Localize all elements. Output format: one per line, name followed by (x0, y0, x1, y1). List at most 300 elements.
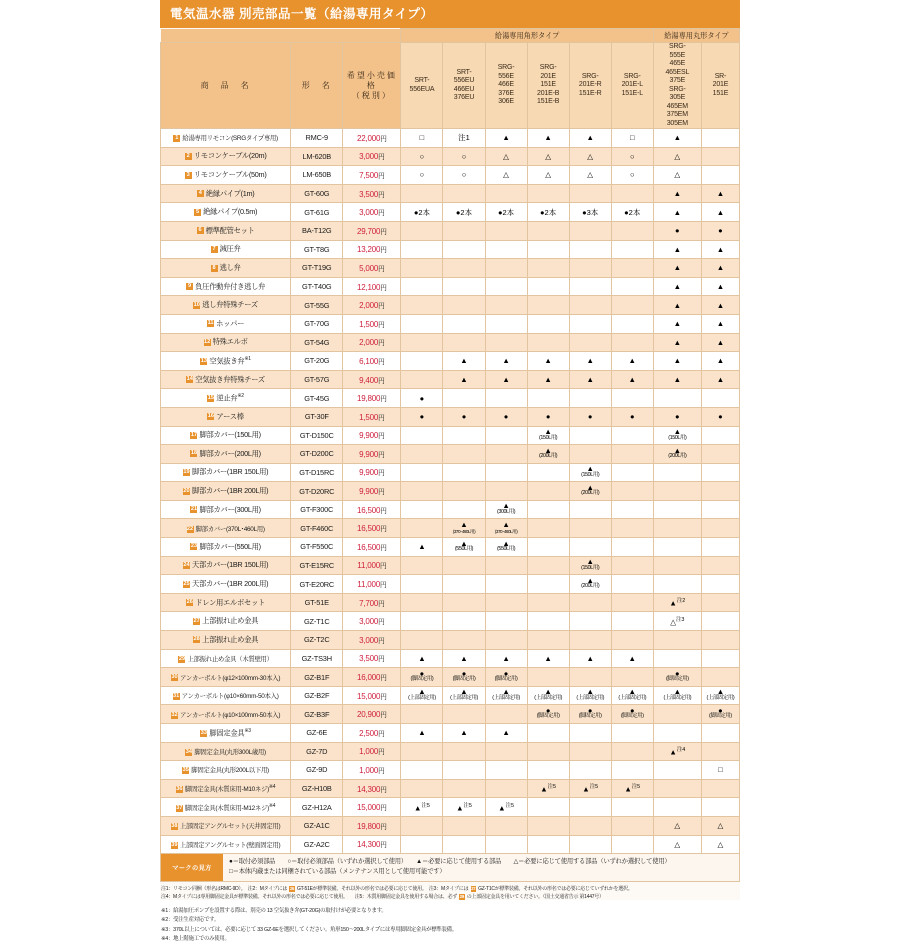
mark-cell-c5: ○ (611, 147, 653, 166)
footnote-chu-line2: 注4：Mタイプには専用脚固定金具が標準装備。それ以外の形名では必要に応じて使用。 注5：木質用脚固定金具を使用する場合は、必ず 29 の上部固定金具を用いてください。（国土交通省告示 第1447号） (161, 894, 604, 901)
row-index-badge: 18 (190, 450, 198, 457)
mark-cell-c3 (527, 500, 569, 519)
mark-cell-c3 (527, 575, 569, 594)
mark-cell-c1 (443, 705, 485, 724)
mark-cell-c5 (611, 742, 653, 761)
mark-cell-c2 (485, 705, 527, 724)
mark-cell-c1: ▲ (443, 724, 485, 743)
parts-table-body (161, 129, 740, 854)
row-model-code: GT-T8G (291, 240, 343, 259)
row-model-code: GZ-T1C (291, 612, 343, 631)
mark-cell-c5: ▲ (611, 649, 653, 668)
row-model-code: GT-54G (291, 333, 343, 352)
mark-cell-c1: ▲ (370･460L用) (443, 519, 485, 538)
mark-cell-c3: ▲ (527, 649, 569, 668)
table-row (161, 649, 740, 668)
row-model-code: GZ-6E (291, 724, 343, 743)
legend-tag: マークの見方 (161, 854, 223, 881)
mark-cell-c3 (527, 184, 569, 203)
row-price: 29,700円 (343, 221, 401, 240)
row-price: 22,000円 (343, 129, 401, 148)
mark-cell-c2: ▲ (485, 724, 527, 743)
row-index-badge: 31 (173, 692, 180, 699)
mark-cell-c3: ▲$^{注5}$ (527, 779, 569, 798)
mark-cell-c0: ● (401, 389, 443, 408)
mark-cell-c0 (401, 482, 443, 501)
mark-cell-c7 (701, 166, 739, 185)
mark-cell-c0 (401, 259, 443, 278)
mark-cell-c5 (611, 816, 653, 835)
row-index-badge: 6 (198, 227, 202, 234)
mark-cell-c5 (611, 631, 653, 650)
mark-cell-c6: ▲ (653, 352, 701, 371)
mark-cell-c4: ●3本 (569, 203, 611, 222)
mark-cell-c2 (485, 296, 527, 315)
legend-line-1: ●＝取付必須部品 ○＝取付必須部品（いずれか選択して使用） ▲＝必要に応じて使用する部品 △＝必要に応じて使用する部品（いずれか選択して使用） (229, 858, 671, 866)
row-product-name: 18 脚部カバー(200L用) (161, 445, 291, 464)
mark-cell-c2 (485, 426, 527, 445)
mark-cell-c6: ● (653, 221, 701, 240)
mark-cell-c5 (611, 612, 653, 631)
mark-cell-c1: ▲$^{注5}$ (443, 798, 485, 817)
mark-cell-c2 (485, 816, 527, 835)
table-row (161, 426, 740, 445)
mark-cell-c2: ▲ (485, 370, 527, 389)
row-price: 2,000円 (343, 296, 401, 315)
mark-cell-c0 (401, 835, 443, 854)
mark-cell-c6: △ (653, 835, 701, 854)
mark-cell-c6: ▲ (上部固定用) (653, 686, 701, 705)
mark-cell-c1 (443, 816, 485, 835)
mark-cell-c4 (569, 798, 611, 817)
mark-cell-c7: △ (701, 835, 739, 854)
mark-cell-c2 (485, 463, 527, 482)
row-price: 3,000円 (343, 147, 401, 166)
mark-cell-c6 (653, 519, 701, 538)
row-index-badge: 15 (207, 394, 215, 401)
row-product-name: 20 脚部カバー(1BR 200L用) (161, 482, 291, 501)
table-row (161, 500, 740, 519)
row-product-name: 5 絶縁パイプ(0.5m) (161, 203, 291, 222)
mark-cell-c6: ▲ (653, 296, 701, 315)
row-price: 5,000円 (343, 259, 401, 278)
row-model-code: LM-650B (291, 166, 343, 185)
row-index-badge: 3 (186, 171, 190, 178)
row-product-name: 27 上部振れ止め金具 (161, 612, 291, 631)
row-price: 14,300円 (343, 835, 401, 854)
mark-cell-c2 (485, 593, 527, 612)
mark-cell-c7: ▲ (701, 240, 739, 259)
mark-cell-c4 (569, 259, 611, 278)
row-price: 19,800円 (343, 389, 401, 408)
mark-cell-c0: ▲ (上部固定用) (401, 686, 443, 705)
mark-cell-c1 (443, 426, 485, 445)
row-price: 9,900円 (343, 463, 401, 482)
row-index-badge: 11 (207, 320, 214, 327)
table-row (161, 668, 740, 687)
mark-cell-c3: ●2本 (527, 203, 569, 222)
col-header-price (343, 43, 401, 129)
mark-cell-c0 (401, 705, 443, 724)
mark-cell-c1 (443, 575, 485, 594)
row-index-badge: 39 (171, 841, 178, 848)
row-index-badge: 19 (183, 469, 190, 476)
row-model-code: GT-T19G (291, 259, 343, 278)
mark-cell-c7: ▲ (701, 184, 739, 203)
mark-cell-c2: ▲ (300L用) (485, 500, 527, 519)
mark-cell-c3 (527, 296, 569, 315)
mark-cell-c3: ▲ (上部固定用) (527, 686, 569, 705)
model-col-7: SR- 201E 151E (701, 43, 739, 129)
table-row (161, 835, 740, 854)
mark-cell-c1 (443, 761, 485, 780)
row-model-code: GT-D15RC (291, 463, 343, 482)
mark-cell-c3 (527, 221, 569, 240)
mark-cell-c3: ▲ (527, 352, 569, 371)
mark-cell-c4: △ (569, 147, 611, 166)
mark-cell-c4 (569, 333, 611, 352)
mark-cell-c4: ▲$^{注5}$ (569, 779, 611, 798)
mark-cell-c4: ▲ (200L用) (569, 482, 611, 501)
row-price: 3,500円 (343, 184, 401, 203)
row-price: 9,900円 (343, 482, 401, 501)
mark-cell-c4: ▲ (200L用) (569, 575, 611, 594)
row-model-code: GZ-9D (291, 761, 343, 780)
row-price: 1,000円 (343, 761, 401, 780)
mark-cell-c1 (443, 742, 485, 761)
mark-cell-c7 (701, 631, 739, 650)
mark-cell-c1: ▲ (443, 352, 485, 371)
mark-cell-c7 (701, 779, 739, 798)
row-product-name: 17 脚部カバー(150L用) (161, 426, 291, 445)
row-price: 9,900円 (343, 426, 401, 445)
mark-cell-c0: ○ (401, 147, 443, 166)
row-index-badge: 25 (183, 580, 190, 587)
model-col-0: SRT- 556EUA (401, 43, 443, 129)
row-price: 19,800円 (343, 816, 401, 835)
model-col-1: SRT- 556EU 466EU 376EU (443, 43, 485, 129)
row-product-name: 6 標準配管セット (161, 221, 291, 240)
mark-cell-c5 (611, 314, 653, 333)
row-price: 1,500円 (343, 314, 401, 333)
mark-cell-c7 (701, 389, 739, 408)
row-index-badge: 33 (200, 729, 208, 736)
mark-cell-c4 (569, 612, 611, 631)
mark-cell-c7 (701, 575, 739, 594)
mark-cell-c3: △ (527, 166, 569, 185)
table-row (161, 575, 740, 594)
mark-cell-c6 (653, 798, 701, 817)
mark-cell-c3 (527, 724, 569, 743)
table-row (161, 445, 740, 464)
model-col-4: SRG- 201E-R 151E-R (569, 43, 611, 129)
mark-cell-c2 (485, 259, 527, 278)
mark-cell-c2: ▲ (485, 649, 527, 668)
row-model-code: GT-D20RC (291, 482, 343, 501)
mark-cell-c2: ▲ (550L用) (485, 538, 527, 557)
row-index-badge: 2 (186, 152, 190, 159)
row-model-code: GZ-H12A (291, 798, 343, 817)
mark-cell-c4 (569, 668, 611, 687)
table-row (161, 352, 740, 371)
mark-cell-c1 (443, 500, 485, 519)
mark-cell-c7 (701, 724, 739, 743)
mark-cell-c4 (569, 240, 611, 259)
row-index-badge: 16 (207, 413, 214, 420)
mark-cell-c2: ▲ (370･460L用) (485, 519, 527, 538)
mark-cell-c1 (443, 277, 485, 296)
mark-cell-c2 (485, 631, 527, 650)
mark-cell-c7: ▲ (701, 333, 739, 352)
row-index-badge: 7 (212, 245, 216, 252)
row-price: 3,000円 (343, 612, 401, 631)
row-model-code: GT-20G (291, 352, 343, 371)
footnote-chu-line1: 注1：リモコン同梱（形名はRMC-9D）。 注2：Mタイプには 26 GT-51Eが標準装備。それ以外の形名では必要に応じて使用。 注3：Mタイプには 27 GZ-T1Cが標準装備。それ以外の形名では必要に応じていずれかを選択。 (161, 886, 633, 893)
mark-cell-c4 (569, 835, 611, 854)
mark-cell-c5 (611, 445, 653, 464)
mark-cell-c0 (401, 816, 443, 835)
row-price: 16,500円 (343, 519, 401, 538)
mark-cell-c2: ● (脚固定用) (485, 668, 527, 687)
row-model-code: LM-620B (291, 147, 343, 166)
table-row (161, 593, 740, 612)
mark-cell-c2 (485, 742, 527, 761)
row-product-name: 2 リモコンケーブル(20m) (161, 147, 291, 166)
mark-cell-c0 (401, 352, 443, 371)
mark-cell-c3: ▲ (200L用) (527, 445, 569, 464)
table-row (161, 798, 740, 817)
row-index-badge: 32 (171, 711, 178, 718)
table-row (161, 556, 740, 575)
mark-cell-c6: ▲ (653, 184, 701, 203)
mark-cell-c4 (569, 426, 611, 445)
mark-cell-c3 (527, 389, 569, 408)
row-index-badge: 22 (186, 525, 194, 532)
mark-cell-c5 (611, 835, 653, 854)
row-price: 15,000円 (343, 798, 401, 817)
row-product-name: 15 逆止弁$^{※2}$ (161, 389, 291, 408)
mark-cell-c3 (527, 556, 569, 575)
mark-cell-c6: ▲ (653, 277, 701, 296)
mark-cell-c3 (527, 835, 569, 854)
mark-cell-c4 (569, 314, 611, 333)
mark-cell-c4 (569, 538, 611, 557)
mark-cell-c5 (611, 500, 653, 519)
mark-cell-c1: ● (443, 407, 485, 426)
row-index-badge: 9 (188, 283, 192, 290)
mark-cell-c7: ● (脚固定用) (701, 705, 739, 724)
mark-cell-c6: ▲ (200L用) (653, 445, 701, 464)
mark-cell-c7 (701, 538, 739, 557)
mark-cell-c7: ● (701, 407, 739, 426)
table-row (161, 538, 740, 557)
row-model-code: GT-70G (291, 314, 343, 333)
row-product-name: 23 脚部カバー(550L用) (161, 538, 291, 557)
mark-cell-c0: ▲ (401, 538, 443, 557)
mark-cell-c6 (653, 538, 701, 557)
mark-cell-c6 (653, 779, 701, 798)
mark-cell-c6 (653, 389, 701, 408)
row-price: 9,900円 (343, 445, 401, 464)
price-label-line1: 希望小売価格 (346, 70, 397, 90)
mark-cell-c0 (401, 277, 443, 296)
mark-cell-c3 (527, 463, 569, 482)
row-price: 3,000円 (343, 203, 401, 222)
mark-cell-c4 (569, 277, 611, 296)
row-index-badge: 13 (200, 357, 208, 364)
mark-cell-c0 (401, 742, 443, 761)
row-product-name: 11 ホッパー (161, 314, 291, 333)
mark-cell-c7 (701, 426, 739, 445)
row-model-code: GZ-H10B (291, 779, 343, 798)
mark-cell-c7: ▲ (701, 314, 739, 333)
mark-cell-c4: ▲ (上部固定用) (569, 686, 611, 705)
footnote-kome-3: ※3：370L以上については、必要に応じて 33 GZ-6Eを選択してください。角形150～200Lタイプには専用脚固定金具が標準装備。 (161, 926, 457, 933)
mark-cell-c2 (485, 779, 527, 798)
mark-cell-c2: △ (485, 166, 527, 185)
mark-cell-c3 (527, 742, 569, 761)
row-index-badge: 38 (171, 823, 178, 830)
group-square-label: 給湯専用角形タイプ (401, 29, 653, 43)
table-row (161, 631, 740, 650)
row-price: 7,500円 (343, 166, 401, 185)
mark-cell-c1 (443, 445, 485, 464)
mark-cell-c2 (485, 240, 527, 259)
row-price: 20,900円 (343, 705, 401, 724)
table-row (161, 705, 740, 724)
mark-cell-c0: □ (401, 129, 443, 148)
mark-cell-c1 (443, 296, 485, 315)
table-row (161, 203, 740, 222)
mark-cell-c6: ▲ (653, 333, 701, 352)
mark-cell-c2 (485, 184, 527, 203)
mark-cell-c0 (401, 445, 443, 464)
table-row (161, 724, 740, 743)
mark-cell-c3: ● (脚固定用) (527, 705, 569, 724)
mark-cell-c7 (701, 482, 739, 501)
row-product-name: 37 脚固定金具(木質床用-M12ネジ)$^{※4}$ (161, 798, 291, 817)
mark-cell-c5: ▲$^{注5}$ (611, 779, 653, 798)
mark-cell-c5 (611, 296, 653, 315)
row-product-name: 25 天部カバー(1BR 200L用) (161, 575, 291, 594)
mark-cell-c4: ● (脚固定用) (569, 705, 611, 724)
footnotes-chu (160, 882, 740, 901)
mark-cell-c0: ▲ (401, 724, 443, 743)
mark-cell-c7 (701, 129, 739, 148)
mark-cell-c0 (401, 240, 443, 259)
row-product-name: 38 上部固定アングルセット(天井固定用) (161, 816, 291, 835)
mark-cell-c2 (485, 333, 527, 352)
mark-cell-c5 (611, 240, 653, 259)
row-model-code: GZ-A1C (291, 816, 343, 835)
mark-cell-c2 (485, 556, 527, 575)
legend-body (223, 854, 739, 881)
row-price: 9,400円 (343, 370, 401, 389)
row-product-name: 28 上部振れ止め金具 (161, 631, 291, 650)
parts-table (160, 28, 740, 854)
row-price: 3,000円 (343, 631, 401, 650)
mark-cell-c5 (611, 538, 653, 557)
mark-cell-c4 (569, 631, 611, 650)
mark-cell-c7 (701, 612, 739, 631)
row-price: 1,000円 (343, 742, 401, 761)
mark-cell-c6: ▲ (653, 240, 701, 259)
mark-cell-c1: 注1 (443, 129, 485, 148)
mark-cell-c1 (443, 631, 485, 650)
mark-cell-c7 (701, 500, 739, 519)
header-model-row (161, 43, 740, 129)
mark-cell-c6: ▲ (653, 129, 701, 148)
mark-cell-c1: ▲ (443, 649, 485, 668)
table-row (161, 612, 740, 631)
mark-cell-c0 (401, 333, 443, 352)
table-row (161, 259, 740, 278)
mark-cell-c3 (527, 631, 569, 650)
mark-cell-c7: ▲ (701, 277, 739, 296)
row-product-name: 1 給湯専用リモコン(SRGタイプ専用) (161, 129, 291, 148)
row-price: 11,000円 (343, 575, 401, 594)
mark-cell-c3 (527, 314, 569, 333)
mark-cell-c7 (701, 798, 739, 817)
mark-cell-c7 (701, 147, 739, 166)
mark-cell-c3 (527, 612, 569, 631)
footnote-kome-1: ※1：給湯加圧ポンプを設置する際は、別売の 13 空気抜き弁(GT-20G)の取付けが必要となります。 (161, 907, 387, 914)
row-model-code: GT-60G (291, 184, 343, 203)
mark-cell-c1: ○ (443, 147, 485, 166)
row-product-name: 29 上部振れ止め金具（木質壁用） (161, 649, 291, 668)
mark-cell-c6: ● (653, 407, 701, 426)
model-col-6: SRG- 555E 465E 465ESL 375E SRG- 305E 465EM 375EM 305EM (653, 43, 701, 129)
mark-cell-c4: ▲ (569, 370, 611, 389)
mark-cell-c2 (485, 575, 527, 594)
mark-cell-c2: ▲ (485, 352, 527, 371)
mark-cell-c4 (569, 296, 611, 315)
mark-cell-c6: ▲ (150L用) (653, 426, 701, 445)
table-row (161, 389, 740, 408)
mark-cell-c3 (527, 668, 569, 687)
mark-cell-c0 (401, 779, 443, 798)
row-index-badge: 20 (183, 487, 190, 494)
mark-cell-c2: △ (485, 147, 527, 166)
mark-cell-c6 (653, 761, 701, 780)
row-model-code: RMC-9 (291, 129, 343, 148)
mark-cell-c7 (701, 742, 739, 761)
row-product-name: 3 リモコンケーブル(50m) (161, 166, 291, 185)
row-price: 3,500円 (343, 649, 401, 668)
mark-cell-c0 (401, 761, 443, 780)
row-product-name: 35 脚固定金具(丸形200L以下用) (161, 761, 291, 780)
mark-cell-c0 (401, 556, 443, 575)
mark-cell-c0 (401, 593, 443, 612)
mark-cell-c5 (611, 519, 653, 538)
row-product-name: 21 脚部カバー(300L用) (161, 500, 291, 519)
page-title: 電気温水器 別売部品一覧（給湯専用タイプ） (160, 0, 740, 28)
row-model-code: GZ-B1F (291, 668, 343, 687)
header-spacer (161, 29, 401, 43)
row-price: 1,500円 (343, 407, 401, 426)
row-model-code: GT-E20RC (291, 575, 343, 594)
mark-cell-c2 (485, 835, 527, 854)
row-index-badge: 17 (190, 431, 198, 438)
mark-cell-c4 (569, 184, 611, 203)
row-product-name: 24 天部カバー(1BR 150L用) (161, 556, 291, 575)
mark-cell-c5 (611, 184, 653, 203)
mark-cell-c2 (485, 482, 527, 501)
row-product-name: 31 アンカーボルト(φ10×60mm-50本入) (161, 686, 291, 705)
mark-cell-c1 (443, 314, 485, 333)
table-row (161, 240, 740, 259)
mark-cell-c5: ▲ (611, 370, 653, 389)
